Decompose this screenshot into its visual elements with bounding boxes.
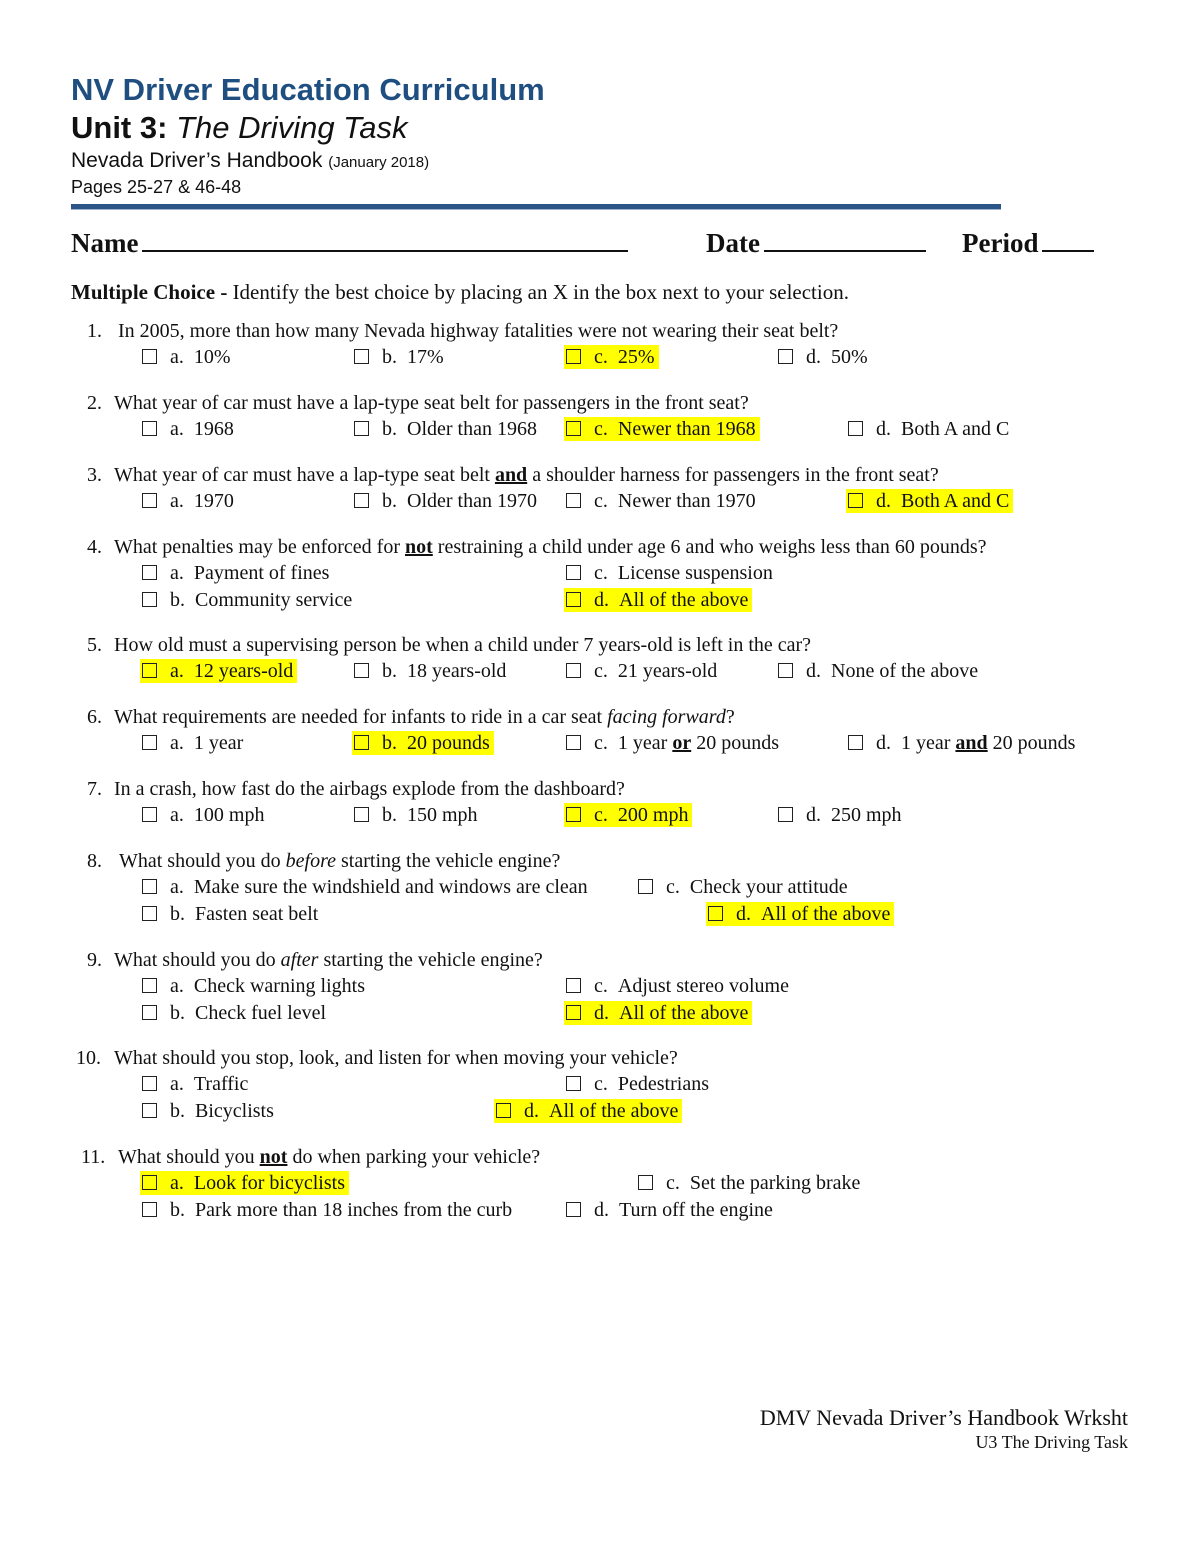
question-text — [114, 634, 811, 657]
option-letter: c. — [594, 660, 608, 682]
answer-option[interactable] — [564, 1198, 773, 1222]
answer-option-selected[interactable] — [140, 1171, 349, 1195]
curriculum-title: NV Driver Education Curriculum — [71, 72, 545, 107]
option-letter: a. — [170, 975, 184, 997]
option-letter: b. — [382, 346, 397, 368]
checkbox[interactable] — [142, 1103, 157, 1118]
name-label: Name — [71, 228, 139, 258]
answer-option[interactable] — [352, 417, 537, 441]
handbook-name: Nevada Driver’s Handbook — [71, 149, 323, 172]
option-letter: d. — [806, 804, 821, 826]
question-text — [114, 392, 749, 415]
text-segment: do when parking your vehicle? — [287, 1146, 541, 1168]
option-letter: c. — [594, 346, 608, 368]
checkbox[interactable] — [566, 592, 581, 607]
question-number: 5. — [87, 634, 102, 656]
option-text: 1 year — [193, 732, 244, 754]
option-text: All of the above — [619, 1002, 749, 1024]
answer-option[interactable] — [564, 659, 717, 683]
answer-option-selected[interactable] — [564, 1001, 752, 1025]
option-text: Older than 1968 — [407, 418, 537, 440]
option-letter: a. — [170, 1073, 184, 1095]
checkbox[interactable] — [142, 349, 157, 364]
answer-option[interactable] — [140, 1099, 274, 1123]
answer-option-selected[interactable] — [564, 588, 752, 612]
option-text: 17% — [407, 346, 444, 368]
name-blank[interactable] — [142, 228, 628, 252]
option-text: Check fuel level — [195, 1002, 327, 1024]
checkbox[interactable] — [778, 349, 793, 364]
option-letter: b. — [170, 1002, 185, 1024]
answer-option-selected[interactable] — [846, 489, 1013, 513]
text-segment: 20 pounds — [691, 732, 779, 754]
emphasis-underlined: not — [404, 536, 433, 558]
checkbox[interactable] — [142, 906, 157, 921]
answer-option-selected[interactable] — [564, 345, 659, 369]
checkbox[interactable] — [354, 421, 369, 436]
option-text: All of the above — [549, 1100, 679, 1122]
option-text: Check warning lights — [193, 975, 365, 997]
option-letter: d. — [876, 490, 891, 512]
answer-option-selected[interactable] — [140, 659, 297, 683]
option-text: 25% — [617, 346, 655, 368]
checkbox[interactable] — [566, 663, 581, 678]
question-number: 2. — [87, 392, 102, 414]
option-letter: c. — [594, 732, 608, 754]
option-letter: c. — [594, 418, 608, 440]
option-text: Adjust stereo volume — [617, 975, 789, 997]
option-letter: b. — [382, 418, 397, 440]
question-text — [118, 1146, 540, 1169]
option-letter: a. — [170, 660, 184, 682]
text-segment: What should you — [118, 1146, 260, 1168]
emphasis-italic: before — [285, 850, 337, 872]
option-text: 50% — [831, 346, 868, 368]
option-text — [901, 732, 1075, 754]
checkbox[interactable] — [566, 807, 581, 822]
checkbox[interactable] — [566, 421, 581, 436]
answer-option[interactable] — [776, 345, 868, 369]
unit-name: The Driving Task — [176, 110, 408, 145]
question-number: 10. — [76, 1047, 101, 1069]
checkbox[interactable] — [354, 735, 369, 750]
emphasis-italic: facing forward — [607, 706, 726, 728]
option-letter: a. — [170, 346, 184, 368]
question-text — [114, 464, 939, 487]
text-segment: What should you stop, look, and listen for when moving your vehicle? — [114, 1047, 678, 1069]
footer-title: DMV Nevada Driver’s Handbook Wrksht — [759, 1405, 1128, 1430]
answer-option-selected[interactable] — [352, 731, 494, 755]
checkbox[interactable] — [848, 493, 863, 508]
text-segment: restraining a child under age 6 and who weighs less than 60 pounds? — [432, 536, 987, 558]
answer-option[interactable] — [140, 417, 234, 441]
option-letter: b. — [170, 589, 185, 611]
question-text — [114, 1047, 678, 1070]
option-letter: c. — [594, 1073, 608, 1095]
option-letter: d. — [594, 1002, 609, 1024]
checkbox[interactable] — [638, 879, 653, 894]
option-letter: c. — [666, 1172, 680, 1194]
answer-option[interactable] — [352, 803, 478, 827]
answer-option[interactable] — [140, 588, 352, 612]
question-text — [114, 536, 987, 559]
option-letter: d. — [524, 1100, 539, 1122]
question-number: 3. — [87, 464, 102, 486]
text-segment: What year of car must have a lap-type seat belt — [114, 464, 495, 486]
option-letter: d. — [736, 903, 751, 925]
text-segment: 1 year — [901, 732, 956, 754]
option-text: All of the above — [619, 589, 749, 611]
option-text: Both A and C — [901, 490, 1010, 512]
checkbox[interactable] — [142, 735, 157, 750]
option-text: 250 mph — [831, 804, 902, 826]
question-number: 7. — [87, 778, 102, 800]
answer-option[interactable] — [140, 1198, 512, 1222]
option-text: Older than 1970 — [407, 490, 537, 512]
checkbox[interactable] — [638, 1175, 653, 1190]
answer-option[interactable] — [564, 1072, 709, 1096]
answer-option[interactable] — [140, 561, 329, 585]
checkbox[interactable] — [566, 1076, 581, 1091]
checkbox[interactable] — [848, 735, 863, 750]
answer-option[interactable] — [140, 974, 365, 998]
header-divider — [71, 204, 1001, 210]
checkbox[interactable] — [142, 1175, 157, 1190]
question-text — [119, 850, 560, 873]
pages-line: Pages 25-27 & 46-48 — [71, 177, 242, 197]
answer-option[interactable] — [140, 803, 264, 827]
answer-option-selected[interactable] — [564, 417, 760, 441]
option-letter: d. — [806, 660, 821, 682]
answer-option[interactable] — [636, 1171, 860, 1195]
question-number: 9. — [87, 949, 102, 971]
option-letter: a. — [170, 562, 184, 584]
option-text: 21 years-old — [617, 660, 718, 682]
checkbox[interactable] — [142, 592, 157, 607]
option-letter: c. — [666, 876, 680, 898]
option-letter: d. — [806, 346, 821, 368]
text-segment: In 2005, more than how many Nevada highway fatalities were not wearing their seat belt? — [118, 320, 839, 342]
question-text — [114, 778, 625, 801]
option-text: Set the parking brake — [689, 1172, 861, 1194]
option-text: None of the above — [831, 660, 979, 682]
option-letter: c. — [594, 804, 608, 826]
option-text: Bicyclists — [195, 1100, 274, 1122]
checkbox[interactable] — [848, 421, 863, 436]
option-letter: a. — [170, 876, 184, 898]
checkbox[interactable] — [566, 1005, 581, 1020]
answer-option[interactable] — [140, 345, 231, 369]
answer-option[interactable] — [140, 1001, 326, 1025]
emphasis-italic: after — [280, 949, 319, 971]
option-text: Make sure the windshield and windows are clean — [193, 876, 588, 898]
option-letter: a. — [170, 490, 184, 512]
checkbox[interactable] — [142, 663, 157, 678]
option-text: Fasten seat belt — [195, 903, 319, 925]
emphasis-underlined: or — [672, 732, 692, 754]
option-letter: c. — [594, 490, 608, 512]
option-text: Look for bicyclists — [193, 1172, 345, 1194]
option-text: Newer than 1968 — [617, 418, 756, 440]
checkbox[interactable] — [142, 421, 157, 436]
checkbox[interactable] — [566, 565, 581, 580]
question-number: 6. — [87, 706, 102, 728]
answer-option[interactable] — [564, 974, 789, 998]
option-text: 200 mph — [617, 804, 689, 826]
emphasis-underlined: and — [494, 464, 528, 486]
text-segment: starting the vehicle engine? — [336, 850, 561, 872]
question-number: 11. — [81, 1146, 106, 1168]
option-letter: a. — [170, 418, 184, 440]
checkbox[interactable] — [142, 1076, 157, 1091]
option-letter: c. — [594, 975, 608, 997]
answer-option[interactable] — [140, 731, 243, 755]
option-text: 12 years-old — [193, 660, 294, 682]
option-text: Traffic — [193, 1073, 249, 1095]
question-number: 4. — [87, 536, 102, 558]
text-segment: 20 pounds — [987, 732, 1076, 754]
option-letter: b. — [170, 1100, 185, 1122]
unit-heading — [71, 110, 408, 146]
checkbox[interactable] — [142, 493, 157, 508]
checkbox[interactable] — [142, 1202, 157, 1217]
checkbox[interactable] — [778, 807, 793, 822]
option-letter: a. — [170, 1172, 184, 1194]
text-segment: What penalties may be enforced for — [114, 536, 405, 558]
option-text: 10% — [193, 346, 231, 368]
answer-option[interactable] — [564, 561, 773, 585]
option-text: License suspension — [617, 562, 773, 584]
name-field[interactable] — [71, 228, 628, 259]
checkbox[interactable] — [566, 1202, 581, 1217]
answer-option-selected[interactable] — [706, 902, 894, 926]
option-text: Turn off the engine — [619, 1199, 773, 1221]
option-letter: c. — [594, 562, 608, 584]
checkbox[interactable] — [566, 978, 581, 993]
answer-option[interactable] — [140, 875, 588, 899]
date-label: Date — [706, 228, 760, 258]
checkbox[interactable] — [496, 1103, 511, 1118]
option-letter: d. — [594, 1199, 609, 1221]
period-label: Period — [962, 228, 1039, 258]
instructions-text: Identify the best choice by placing an X in the box next to your selection. — [227, 280, 849, 304]
answer-option[interactable] — [352, 345, 444, 369]
date-blank[interactable] — [764, 228, 926, 252]
checkbox[interactable] — [566, 493, 581, 508]
answer-option-selected[interactable] — [564, 803, 692, 827]
answer-option[interactable] — [846, 417, 1009, 441]
text-segment: starting the vehicle engine? — [318, 949, 543, 971]
option-text: 18 years-old — [407, 660, 507, 682]
option-letter: b. — [382, 732, 397, 754]
checkbox[interactable] — [708, 906, 723, 921]
option-text: Payment of fines — [193, 562, 330, 584]
text-segment: a shoulder harness for passengers in the front seat? — [527, 464, 939, 486]
answer-option[interactable] — [140, 489, 234, 513]
option-text: Community service — [195, 589, 353, 611]
footer-subtitle: U3 The Driving Task — [975, 1432, 1128, 1452]
answer-option[interactable] — [140, 902, 318, 926]
period-blank[interactable] — [1042, 228, 1094, 252]
option-letter: b. — [170, 1199, 185, 1221]
option-text: Newer than 1970 — [617, 490, 756, 512]
answer-option[interactable] — [352, 659, 506, 683]
text-segment: What year of car must have a lap-type seat belt for passengers in the front seat? — [114, 392, 749, 414]
text-segment: 1 year — [617, 732, 673, 754]
option-text: 1970 — [193, 490, 234, 512]
answer-option[interactable] — [776, 659, 978, 683]
checkbox[interactable] — [566, 349, 581, 364]
answer-option[interactable] — [352, 489, 537, 513]
option-letter: b. — [170, 903, 185, 925]
date-field[interactable] — [706, 228, 926, 259]
answer-option[interactable] — [776, 803, 902, 827]
emphasis-underlined: and — [955, 732, 988, 754]
checkbox[interactable] — [354, 349, 369, 364]
option-text: 150 mph — [407, 804, 478, 826]
option-letter: d. — [876, 732, 891, 754]
checkbox[interactable] — [354, 807, 369, 822]
text-segment: In a crash, how fast do the airbags explode from the dashboard? — [114, 778, 625, 800]
question-text — [114, 706, 735, 729]
unit-label: Unit 3: — [71, 110, 168, 145]
question-text — [114, 949, 543, 972]
option-letter: d. — [594, 589, 609, 611]
checkbox[interactable] — [142, 565, 157, 580]
option-text: 100 mph — [193, 804, 265, 826]
answer-option[interactable] — [564, 489, 756, 513]
option-letter: d. — [876, 418, 891, 440]
answer-option[interactable] — [140, 1072, 248, 1096]
instructions-heading: Multiple Choice - — [71, 280, 228, 304]
text-segment: What should you do — [119, 850, 286, 872]
checkbox[interactable] — [354, 493, 369, 508]
option-letter: b. — [382, 490, 397, 512]
checkbox[interactable] — [142, 879, 157, 894]
answer-option[interactable] — [636, 875, 848, 899]
question-text — [118, 320, 838, 343]
checkbox[interactable] — [142, 978, 157, 993]
option-text: Both A and C — [901, 418, 1010, 440]
option-text: 20 pounds — [407, 732, 490, 754]
option-letter: b. — [382, 804, 397, 826]
period-field[interactable] — [962, 228, 1094, 259]
checkbox[interactable] — [142, 1005, 157, 1020]
option-text: Pedestrians — [617, 1073, 709, 1095]
option-text — [618, 732, 779, 754]
question-number: 8. — [87, 850, 102, 872]
emphasis-underlined: not — [259, 1146, 288, 1168]
checkbox[interactable] — [566, 735, 581, 750]
text-segment: How old must a supervising person be when a child under 7 years-old is left in the car? — [114, 634, 812, 656]
handbook-date: (January 2018) — [328, 154, 430, 171]
checkbox[interactable] — [142, 807, 157, 822]
option-letter: a. — [170, 732, 184, 754]
option-letter: a. — [170, 804, 184, 826]
option-letter: b. — [382, 660, 397, 682]
checkbox[interactable] — [778, 663, 793, 678]
handbook-line — [71, 149, 429, 173]
text-segment: ? — [725, 706, 735, 728]
instructions — [71, 280, 849, 305]
option-text: All of the above — [761, 903, 891, 925]
option-text: Check your attitude — [689, 876, 848, 898]
option-text: 1968 — [193, 418, 234, 440]
answer-option[interactable] — [564, 731, 779, 755]
option-text: Park more than 18 inches from the curb — [195, 1199, 513, 1221]
checkbox[interactable] — [354, 663, 369, 678]
answer-option-selected[interactable] — [494, 1099, 682, 1123]
text-segment: What should you do — [114, 949, 281, 971]
answer-option[interactable] — [846, 731, 1075, 755]
question-number: 1. — [87, 320, 102, 342]
text-segment: What requirements are needed for infants to ride in a car seat — [114, 706, 608, 728]
